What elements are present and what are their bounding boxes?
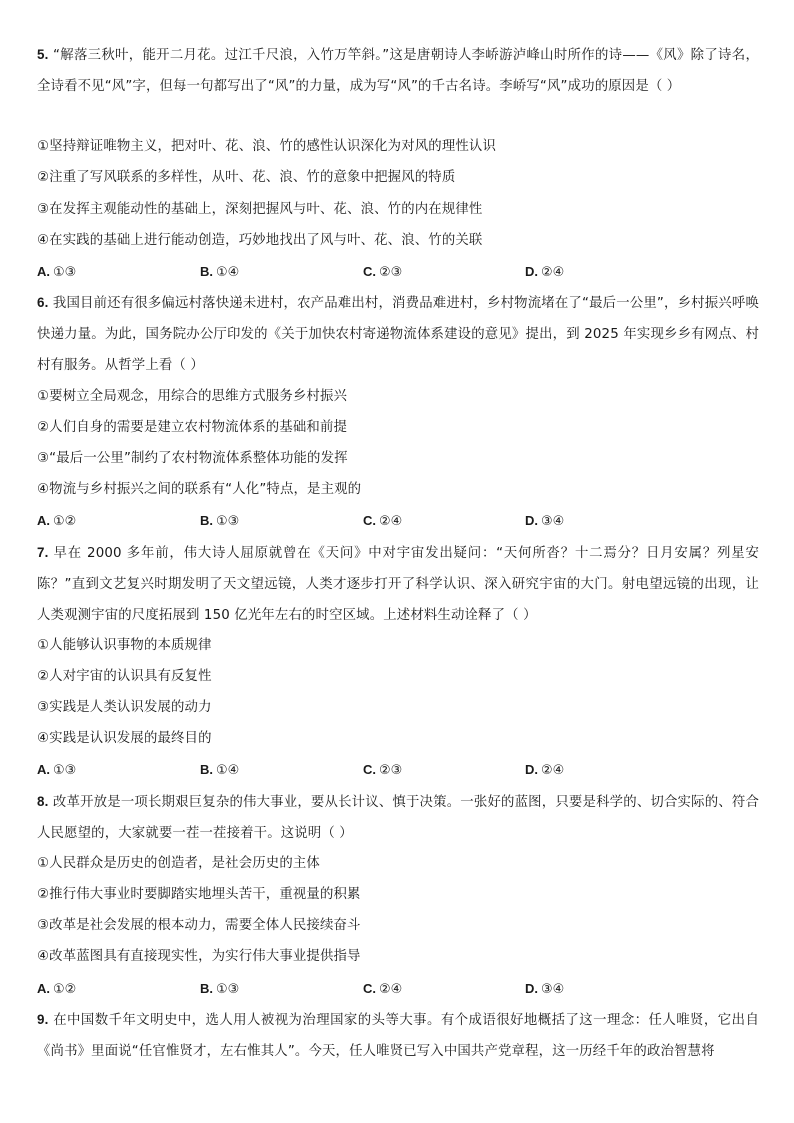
option-4[interactable]: ④改革蓝图具有直接现实性，为实行伟大事业提供指导 (37, 949, 361, 964)
option-4[interactable]: ④在实践的基础上进行能动创造，巧妙地找出了风与叶、花、浪、竹的关联 (37, 233, 483, 248)
answer-choice-b[interactable]: B. ①③ (200, 513, 240, 529)
option-2[interactable]: ②人对宇宙的认识具有反复性 (37, 669, 212, 684)
question-text: 在中国数千年文明史中，选人用人被视为治理国家的头等大事。有个成语很好地概括了这一理念：任人唯贤，它出自《尚书》里面说“任官惟贤才，左右惟其人”。今天，任人唯贤已写入中国共产党章程，这一历经千年的政治智慧将 (37, 1013, 759, 1059)
option-2[interactable]: ②注重了写风联系的多样性，从叶、花、浪、竹的意象中把握风的特质 (37, 170, 456, 185)
question-number: 8. (37, 794, 49, 809)
answer-choice-b[interactable]: B. ①④ (200, 264, 240, 280)
question-number: 7. (37, 545, 49, 560)
option-4[interactable]: ④物流与乡村振兴之间的联系有“人化”特点，是主观的 (37, 482, 362, 497)
question-number: 9. (37, 1012, 49, 1027)
option-2[interactable]: ②推行伟大事业时要脚踏实地埋头苦干，重视量的积累 (37, 887, 361, 902)
answer-choice-b[interactable]: B. ①③ (200, 981, 240, 997)
answer-choice-c[interactable]: C. ②④ (363, 513, 403, 529)
answer-choice-d[interactable]: D. ②④ (525, 264, 565, 280)
option-3[interactable]: ③“最后一公里”制约了农村物流体系整体功能的发挥 (37, 451, 348, 466)
option-3[interactable]: ③在发挥主观能动性的基础上，深刻把握风与叶、花、浪、竹的内在规律性 (37, 202, 483, 217)
answer-choice-b[interactable]: B. ①④ (200, 762, 240, 778)
answer-choice-c[interactable]: C. ②③ (363, 762, 403, 778)
question-text: 早在 2000 多年前，伟大诗人屈原就曾在《天问》中对宇宙发出疑问：“天何所沓？十二焉分？日月安属？列星安陈？”直到文艺复兴时期发明了天文望远镜，人类才逐步打开了科学认识、深入研究宇宙的大门。射电望远镜的出现，让人类观测宇宙的尺度拓展到 150 亿光年左右的时空区域。上述材料生动诠释了（ ） (37, 546, 759, 623)
answer-choice-d[interactable]: D. ③④ (525, 513, 565, 529)
question-text: 改革开放是一项长期艰巨复杂的伟大事业，要从长计议、慎于决策。一张好的蓝图，只要是科学的、切合实际的、符合人民愿望的，大家就要一茬一茬接着干。这说明（ ） (37, 795, 759, 841)
option-1[interactable]: ①要树立全局观念，用综合的思维方式服务乡村振兴 (37, 389, 348, 404)
answer-choice-a[interactable]: A. ①③ (37, 762, 77, 778)
question-number: 6. (37, 295, 49, 310)
answer-choice-a[interactable]: A. ①② (37, 513, 77, 529)
question-text: “解落三秋叶，能开二月花。过江千尺浪，入竹万竿斜。”这是唐朝诗人李峤游泸峰山时所作的诗——《风》除了诗名，全诗看不见“风”字，但每一句都写出了“风”的力量，成为写“风”的千古名诗。李峤写“风”成功的原因是（ ） (37, 48, 759, 94)
option-2[interactable]: ②人们自身的需要是建立农村物流体系的基础和前提 (37, 420, 348, 435)
question-6-stem (37, 287, 759, 381)
answer-choice-d[interactable]: D. ②④ (525, 762, 565, 778)
option-4[interactable]: ④实践是认识发展的最终目的 (37, 731, 212, 746)
option-1[interactable]: ①坚持辩证唯物主义，把对叶、花、浪、竹的感性认识深化为对风的理性认识 (37, 139, 496, 154)
option-3[interactable]: ③实践是人类认识发展的动力 (37, 700, 212, 715)
answer-choice-c[interactable]: C. ②③ (363, 264, 403, 280)
option-1[interactable]: ①人能够认识事物的本质规律 (37, 638, 212, 653)
question-text: 我国目前还有很多偏远村落快递未进村，农产品难出村，消费品难进村，乡村物流堵在了“最后一公里”，乡村振兴呼唤快递力量。为此，国务院办公厅印发的《关于加快农村寄递物流体系建设的意见》提出，到 2025 年实现乡乡有网点、村村有服务。从哲学上看（ ） (37, 296, 759, 373)
answer-choice-c[interactable]: C. ②④ (363, 981, 403, 997)
answer-choice-a[interactable]: A. ①③ (37, 264, 77, 280)
question-9-stem (37, 1004, 759, 1067)
option-1[interactable]: ①人民群众是历史的创造者，是社会历史的主体 (37, 856, 320, 871)
question-8-stem (37, 786, 759, 849)
question-number: 5. (37, 47, 49, 62)
answer-choice-a[interactable]: A. ①② (37, 981, 77, 997)
question-7-stem (37, 537, 759, 631)
answer-choice-d[interactable]: D. ③④ (525, 981, 565, 997)
question-5-stem (37, 39, 759, 102)
option-3[interactable]: ③改革是社会发展的根本动力，需要全体人民接续奋斗 (37, 918, 361, 933)
